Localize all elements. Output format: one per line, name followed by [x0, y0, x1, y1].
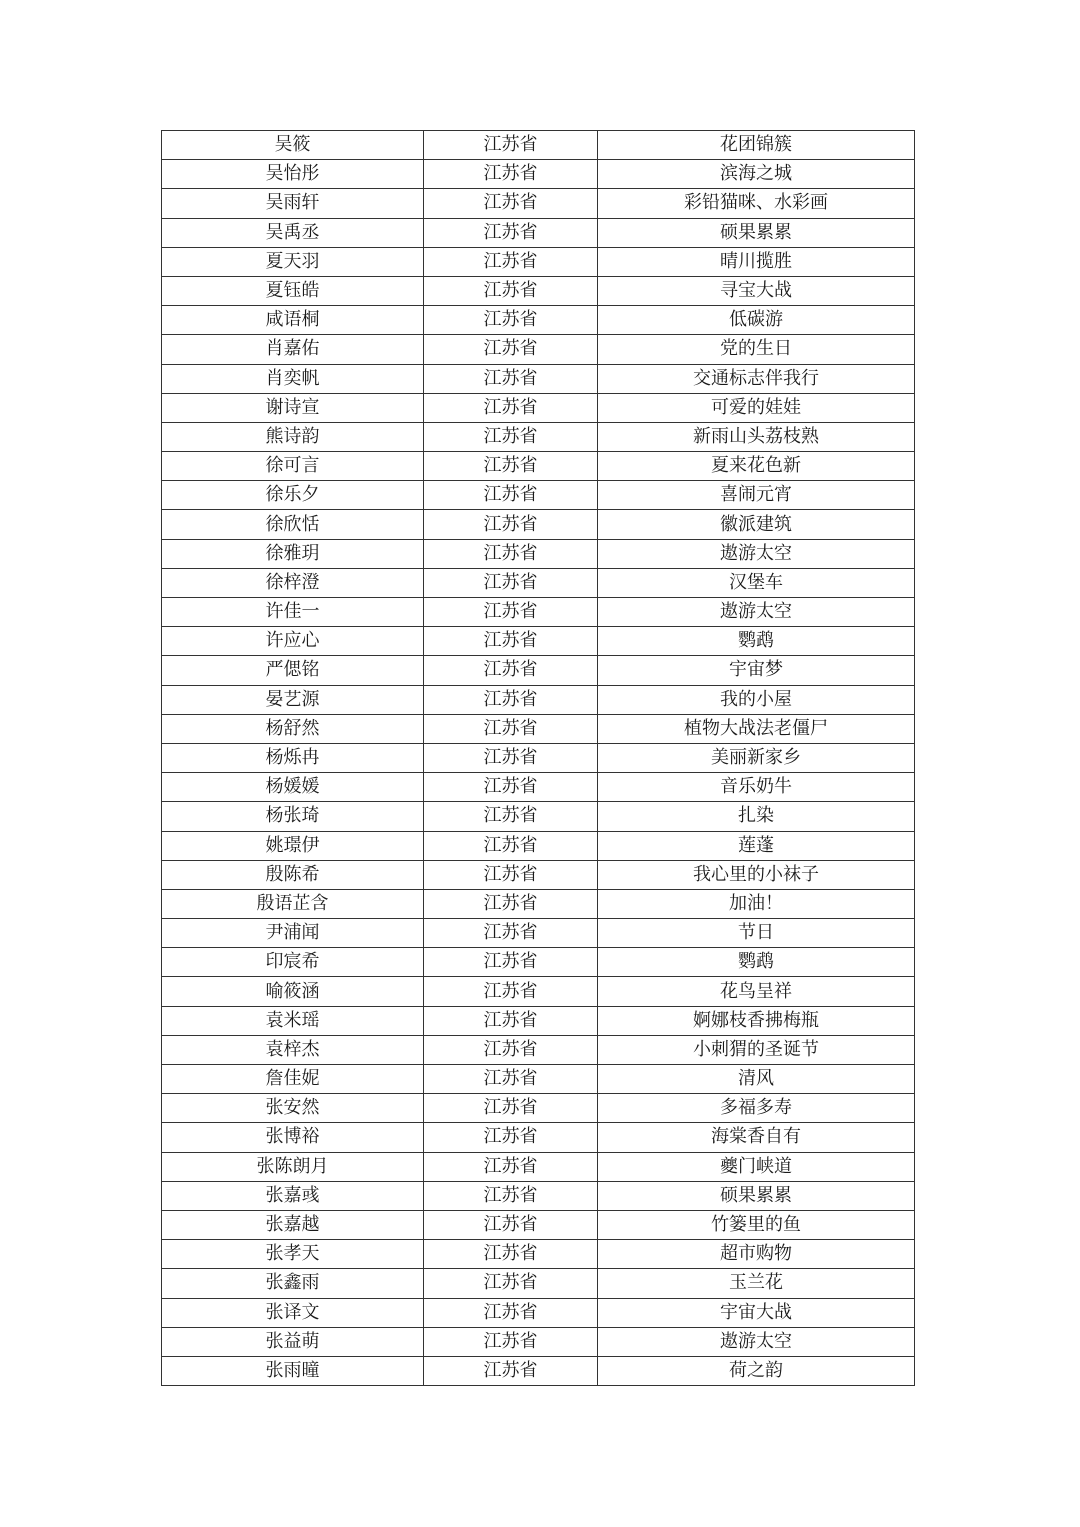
name-cell: 殷陈希 [162, 860, 424, 889]
name-cell: 徐雅玥 [162, 539, 424, 568]
province-cell: 江苏省 [424, 1094, 598, 1123]
title-cell: 遨游太空 [598, 539, 915, 568]
table-row [162, 598, 915, 627]
table-row [162, 1094, 915, 1123]
province-cell: 江苏省 [424, 1006, 598, 1035]
name-cell: 吴筱 [162, 131, 424, 160]
name-cell: 张安然 [162, 1094, 424, 1123]
table-row [162, 948, 915, 977]
title-cell: 硕果累累 [598, 1181, 915, 1210]
table-row [162, 743, 915, 772]
title-cell: 荷之韵 [598, 1356, 915, 1385]
province-cell: 江苏省 [424, 773, 598, 802]
roster-table-body [162, 131, 915, 1386]
province-cell: 江苏省 [424, 919, 598, 948]
province-cell: 江苏省 [424, 1123, 598, 1152]
province-cell: 江苏省 [424, 1356, 598, 1385]
table-row [162, 335, 915, 364]
title-cell: 超市购物 [598, 1240, 915, 1269]
title-cell: 鹦鹉 [598, 627, 915, 656]
province-cell: 江苏省 [424, 189, 598, 218]
roster-table [161, 130, 915, 1386]
name-cell: 夏天羽 [162, 247, 424, 276]
name-cell: 杨张琦 [162, 802, 424, 831]
title-cell: 党的生日 [598, 335, 915, 364]
name-cell: 咸语桐 [162, 306, 424, 335]
name-cell: 谢诗宣 [162, 393, 424, 422]
name-cell: 袁梓杰 [162, 1035, 424, 1064]
table-row [162, 189, 915, 218]
title-cell: 玉兰花 [598, 1269, 915, 1298]
title-cell: 花鸟呈祥 [598, 977, 915, 1006]
province-cell: 江苏省 [424, 510, 598, 539]
province-cell: 江苏省 [424, 364, 598, 393]
name-cell: 吴雨轩 [162, 189, 424, 218]
title-cell: 小刺猬的圣诞节 [598, 1035, 915, 1064]
table-row [162, 860, 915, 889]
name-cell: 尹浦闻 [162, 919, 424, 948]
table-row [162, 1269, 915, 1298]
province-cell: 江苏省 [424, 831, 598, 860]
name-cell: 徐梓澄 [162, 568, 424, 597]
name-cell: 许佳一 [162, 598, 424, 627]
table-row [162, 306, 915, 335]
province-cell: 江苏省 [424, 1181, 598, 1210]
name-cell: 徐欣恬 [162, 510, 424, 539]
title-cell: 硕果累累 [598, 218, 915, 247]
province-cell: 江苏省 [424, 539, 598, 568]
title-cell: 植物大战法老僵尸 [598, 714, 915, 743]
title-cell: 滨海之城 [598, 160, 915, 189]
table-row [162, 364, 915, 393]
title-cell: 交通标志伴我行 [598, 364, 915, 393]
name-cell: 姚璟伊 [162, 831, 424, 860]
province-cell: 江苏省 [424, 247, 598, 276]
name-cell: 张嘉越 [162, 1210, 424, 1239]
title-cell: 花团锦簇 [598, 131, 915, 160]
province-cell: 江苏省 [424, 1327, 598, 1356]
table-row [162, 919, 915, 948]
table-row [162, 276, 915, 305]
title-cell: 多福多寿 [598, 1094, 915, 1123]
table-row [162, 889, 915, 918]
table-row [162, 1006, 915, 1035]
name-cell: 张益萌 [162, 1327, 424, 1356]
title-cell: 晴川揽胜 [598, 247, 915, 276]
title-cell: 宇宙梦 [598, 656, 915, 685]
table-row [162, 1065, 915, 1094]
table-row [162, 802, 915, 831]
province-cell: 江苏省 [424, 452, 598, 481]
title-cell: 美丽新家乡 [598, 743, 915, 772]
province-cell: 江苏省 [424, 1269, 598, 1298]
table-row [162, 393, 915, 422]
table-row [162, 422, 915, 451]
name-cell: 袁米瑶 [162, 1006, 424, 1035]
table-row [162, 539, 915, 568]
title-cell: 新雨山头荔枝熟 [598, 422, 915, 451]
title-cell: 婀娜枝香拂梅瓶 [598, 1006, 915, 1035]
table-row [162, 1356, 915, 1385]
name-cell: 吴禹丞 [162, 218, 424, 247]
name-cell: 殷语芷含 [162, 889, 424, 918]
title-cell: 海棠香自有 [598, 1123, 915, 1152]
province-cell: 江苏省 [424, 656, 598, 685]
name-cell: 张嘉彧 [162, 1181, 424, 1210]
title-cell: 彩铅猫咪、水彩画 [598, 189, 915, 218]
name-cell: 喻筱涵 [162, 977, 424, 1006]
province-cell: 江苏省 [424, 977, 598, 1006]
table-row [162, 568, 915, 597]
province-cell: 江苏省 [424, 393, 598, 422]
province-cell: 江苏省 [424, 802, 598, 831]
title-cell: 喜闹元宵 [598, 481, 915, 510]
province-cell: 江苏省 [424, 131, 598, 160]
province-cell: 江苏省 [424, 889, 598, 918]
name-cell: 吴怡彤 [162, 160, 424, 189]
province-cell: 江苏省 [424, 1152, 598, 1181]
table-row [162, 452, 915, 481]
province-cell: 江苏省 [424, 1298, 598, 1327]
name-cell: 杨烁冉 [162, 743, 424, 772]
name-cell: 印宸希 [162, 948, 424, 977]
table-row [162, 1327, 915, 1356]
province-cell: 江苏省 [424, 568, 598, 597]
title-cell: 夔门峡道 [598, 1152, 915, 1181]
table-row [162, 160, 915, 189]
province-cell: 江苏省 [424, 335, 598, 364]
table-row [162, 773, 915, 802]
table-row [162, 1123, 915, 1152]
province-cell: 江苏省 [424, 685, 598, 714]
province-cell: 江苏省 [424, 714, 598, 743]
title-cell: 遨游太空 [598, 598, 915, 627]
name-cell: 徐可言 [162, 452, 424, 481]
table-row [162, 510, 915, 539]
title-cell: 汉堡车 [598, 568, 915, 597]
table-row [162, 1181, 915, 1210]
table-row [162, 1210, 915, 1239]
title-cell: 寻宝大战 [598, 276, 915, 305]
name-cell: 张孝天 [162, 1240, 424, 1269]
name-cell: 夏钰皓 [162, 276, 424, 305]
table-row [162, 218, 915, 247]
title-cell: 低碳游 [598, 306, 915, 335]
table-row [162, 131, 915, 160]
title-cell: 竹篓里的鱼 [598, 1210, 915, 1239]
title-cell: 音乐奶牛 [598, 773, 915, 802]
title-cell: 清风 [598, 1065, 915, 1094]
table-row [162, 1298, 915, 1327]
province-cell: 江苏省 [424, 422, 598, 451]
province-cell: 江苏省 [424, 860, 598, 889]
name-cell: 严偲铭 [162, 656, 424, 685]
name-cell: 肖嘉佑 [162, 335, 424, 364]
title-cell: 加油！ [598, 889, 915, 918]
title-cell: 节日 [598, 919, 915, 948]
table-row [162, 685, 915, 714]
name-cell: 杨舒然 [162, 714, 424, 743]
table-row [162, 247, 915, 276]
table-row [162, 1240, 915, 1269]
province-cell: 江苏省 [424, 948, 598, 977]
province-cell: 江苏省 [424, 481, 598, 510]
title-cell: 可爱的娃娃 [598, 393, 915, 422]
title-cell: 遨游太空 [598, 1327, 915, 1356]
province-cell: 江苏省 [424, 218, 598, 247]
table-row [162, 714, 915, 743]
title-cell: 鹦鹉 [598, 948, 915, 977]
name-cell: 张译文 [162, 1298, 424, 1327]
title-cell: 我的小屋 [598, 685, 915, 714]
table-row [162, 1035, 915, 1064]
name-cell: 许应心 [162, 627, 424, 656]
table-row [162, 977, 915, 1006]
title-cell: 我心里的小袜子 [598, 860, 915, 889]
table-row [162, 656, 915, 685]
province-cell: 江苏省 [424, 1035, 598, 1064]
table-row [162, 1152, 915, 1181]
province-cell: 江苏省 [424, 627, 598, 656]
province-cell: 江苏省 [424, 598, 598, 627]
name-cell: 张鑫雨 [162, 1269, 424, 1298]
province-cell: 江苏省 [424, 1065, 598, 1094]
province-cell: 江苏省 [424, 276, 598, 305]
name-cell: 肖奕帆 [162, 364, 424, 393]
province-cell: 江苏省 [424, 1240, 598, 1269]
name-cell: 张陈朗月 [162, 1152, 424, 1181]
table-row [162, 481, 915, 510]
province-cell: 江苏省 [424, 1210, 598, 1239]
name-cell: 晏艺源 [162, 685, 424, 714]
title-cell: 莲蓬 [598, 831, 915, 860]
table-row [162, 627, 915, 656]
name-cell: 张雨曈 [162, 1356, 424, 1385]
name-cell: 熊诗韵 [162, 422, 424, 451]
province-cell: 江苏省 [424, 160, 598, 189]
name-cell: 张博裕 [162, 1123, 424, 1152]
title-cell: 宇宙大战 [598, 1298, 915, 1327]
province-cell: 江苏省 [424, 306, 598, 335]
name-cell: 詹佳妮 [162, 1065, 424, 1094]
title-cell: 夏来花色新 [598, 452, 915, 481]
title-cell: 徽派建筑 [598, 510, 915, 539]
province-cell: 江苏省 [424, 743, 598, 772]
name-cell: 徐乐夕 [162, 481, 424, 510]
table-row [162, 831, 915, 860]
name-cell: 杨媛媛 [162, 773, 424, 802]
title-cell: 扎染 [598, 802, 915, 831]
